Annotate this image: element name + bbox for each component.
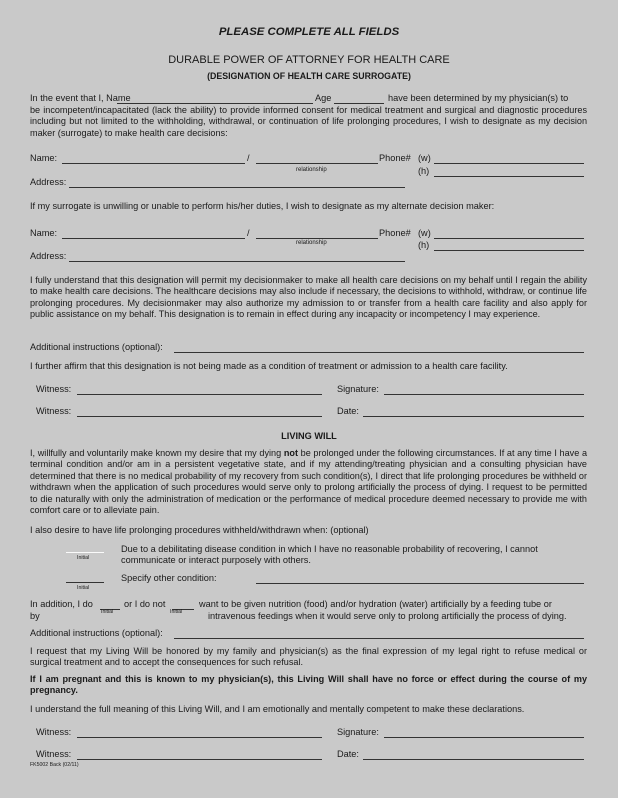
alternate-address-label: Address:	[30, 251, 67, 261]
witness-label: Witness:	[36, 406, 72, 416]
understand-text: I understand the full meaning of this Living Will, and I am emotionally and mentally competent to make these declarations.	[30, 704, 525, 714]
initial-box-2[interactable]	[66, 582, 104, 583]
witness-1-field[interactable]	[77, 394, 322, 395]
pregnant-paragraph: If I am pregnant and this is known to my physician(s), this Living Will shall have no force or effect during the course of my pregnancy.	[30, 674, 587, 696]
additional-instructions-field-2[interactable]	[174, 638, 584, 639]
option-2-label: Specify other condition:	[121, 573, 217, 583]
surrogate-address-label: Address:	[30, 177, 67, 187]
other-condition-field[interactable]	[256, 583, 584, 584]
initial-caption: Initial	[101, 609, 114, 615]
intro-text-1: have been determined by my physician(s) to	[388, 93, 569, 103]
relationship-caption: relationship	[296, 167, 327, 173]
date-label: Date:	[337, 406, 359, 416]
request-paragraph: I request that my Living Will be honored by my family and physician(s) as the final expression of my legal right to refuse medical or surgical treatment and to accept the consequences for such refusal.	[30, 646, 587, 668]
understanding-paragraph: I fully understand that this designation will permit my decisionmaker to make all health care decisions on my behalf until I regain the ability to make health care decisions. The healthcare decisions may also include if necessary, the decisions to withhold, withdraw, or continue life prolonging procedures. My decisionmaker may also authorize my admission to or transfer from a health care facility and also apply for public assistance on my behalf. This designation is to remain in effect during any incapacity or incompetency I may experience.	[30, 275, 587, 320]
initial-caption: Initial	[77, 585, 90, 591]
addition-text-b: or I do not	[124, 599, 166, 609]
witness-label: Witness:	[36, 749, 72, 759]
surrogate-relationship-field[interactable]	[256, 163, 378, 164]
initial-caption: Initial	[170, 609, 183, 615]
phone-label: Phone#	[379, 228, 411, 238]
surrogate-home-phone-field[interactable]	[434, 176, 584, 177]
alternate-name-label: Name:	[30, 228, 58, 238]
witness-2-field[interactable]	[77, 416, 322, 417]
addition-text-d: intravenous feedings when it would serve only to prolong artificially the process of dying.	[208, 611, 567, 621]
living-will-heading: LIVING WILL	[281, 431, 337, 441]
affirm-text: I further affirm that this designation is not being made as a condition of treatment or admission to a health care facility.	[30, 361, 508, 371]
form-subtitle: (DESIGNATION OF HEALTH CARE SURROGATE)	[207, 71, 411, 81]
additional-instructions-label-2: Additional instructions (optional):	[30, 628, 163, 638]
surrogate-name-field[interactable]	[62, 163, 245, 164]
phone-label: Phone#	[379, 153, 411, 163]
date-1-field[interactable]	[363, 416, 584, 417]
initial-caption: Initial	[77, 555, 90, 561]
phone-w-label: (w)	[418, 228, 431, 238]
alternate-intro: If my surrogate is unwilling or unable to perform his/her duties, I wish to designate as my alternate decision maker:	[30, 201, 495, 211]
alternate-home-phone-field[interactable]	[434, 250, 584, 251]
addition-by: by	[30, 611, 40, 621]
phone-h-label: (h)	[418, 240, 430, 250]
option-1-text: Due to a debilitating disease condition in which I have no reasonable probability of recovering, I cannot communicate or interact purposely with others.	[121, 544, 538, 566]
signature-label: Signature:	[337, 384, 379, 394]
principal-age-field[interactable]	[334, 103, 384, 104]
phone-w-label: (w)	[418, 153, 431, 163]
also-desire-text: I also desire to have life prolonging procedures withheld/withdrawn when: (optional)	[30, 525, 369, 535]
form-code: FK5002 Back (02/11)	[30, 762, 79, 768]
additional-instructions-field[interactable]	[174, 352, 584, 353]
witness-4-field[interactable]	[77, 759, 322, 760]
surrogate-name-label: Name:	[30, 153, 58, 163]
relationship-caption: relationship	[296, 240, 327, 246]
date-label: Date:	[337, 749, 359, 759]
witness-label: Witness:	[36, 727, 72, 737]
alternate-relationship-field[interactable]	[256, 238, 378, 239]
slash: /	[247, 153, 250, 163]
signature-2-field[interactable]	[384, 737, 584, 738]
please-complete-heading: PLEASE COMPLETE ALL FIELDS	[218, 26, 400, 38]
signature-1-field[interactable]	[384, 394, 584, 395]
alternate-name-field[interactable]	[62, 238, 245, 239]
initial-box-1[interactable]	[66, 552, 104, 553]
alternate-work-phone-field[interactable]	[434, 238, 584, 239]
signature-label: Signature:	[337, 727, 379, 737]
form-title: DURABLE POWER OF ATTORNEY FOR HEALTH CARE	[168, 54, 450, 66]
phone-h-label: (h)	[418, 166, 430, 176]
intro-age-label: Age	[315, 93, 332, 103]
witness-label: Witness:	[36, 384, 72, 394]
intro-paragraph: be incompetent/incapacitated (lack the ability) to provide informed consent for medical treatment and surgical and diagnostic procedures including but not limited to the withholding, withdrawal, or continuation of life prolonging procedures, I wish to designate as my decision maker (surrogate) to make health care decisions:	[30, 105, 587, 138]
living-will-paragraph: I, willfully and voluntarily make known my desire that my dying not be prolonged under the following circumstances. If at any time I have a terminal condition and/or am in a persistent vegetative state, and if my attending/treating physician and a consulting physician have determined that there is no medical probability of my recovery from such condition(s), I direct that life prolonging procedures be withheld or withdrawn when the application of such procedures would serve only to prolong artificially the process of dying. I request to be permitted to die naturally with only the administration of medication or the performance of medical procedure deemed necessary to provide me with comfort care or to alleviate pain.	[30, 448, 588, 516]
intro-name-label: In the event that I, Name	[30, 93, 131, 103]
date-2-field[interactable]	[363, 759, 584, 760]
addition-text-c: want to be given nutrition (food) and/or hydration (water) artificially by a feeding tube or	[199, 599, 552, 609]
principal-name-field[interactable]	[117, 103, 313, 104]
surrogate-work-phone-field[interactable]	[434, 163, 584, 164]
slash: /	[247, 228, 250, 238]
witness-3-field[interactable]	[77, 737, 322, 738]
alternate-address-field[interactable]	[69, 261, 405, 262]
addition-text-a: In addition, I do	[30, 599, 93, 609]
surrogate-address-field[interactable]	[69, 187, 405, 188]
additional-instructions-label: Additional instructions (optional):	[30, 342, 163, 352]
